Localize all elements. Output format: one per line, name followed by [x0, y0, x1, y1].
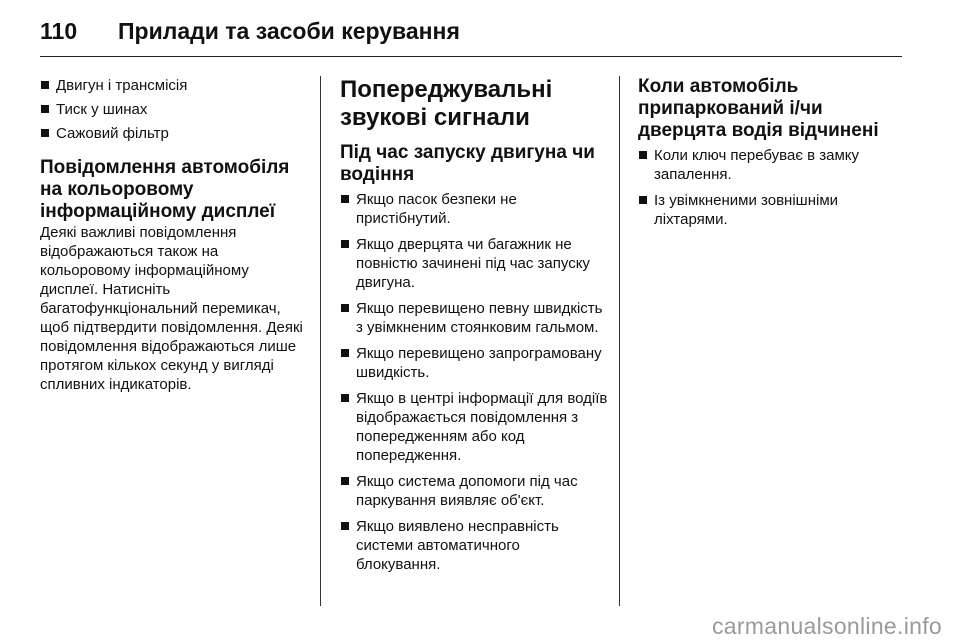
list-item — [340, 299, 608, 337]
list-item-text: Якщо перевищено певну швидкість з увімкненим стоянковим гальмом. — [356, 300, 603, 336]
list-item — [40, 124, 306, 143]
bullet-list-systems — [40, 76, 306, 143]
list-item-text: Якщо перевищено запрограмовану швидкість. — [356, 345, 602, 381]
bullet-list-parked-conditions — [638, 146, 900, 229]
list-item — [40, 76, 306, 95]
list-item-text: Якщо в центрі інформації для водіїв відображається повідомлення з попередженням або код попередження. — [356, 390, 608, 464]
list-item — [340, 389, 608, 465]
section-heading-color-display: Повідомлення автомобіля на кольоровому інформаційному дисплеї — [40, 157, 290, 222]
list-item — [340, 235, 608, 292]
bullet-square-icon — [41, 129, 49, 137]
bullet-square-icon — [341, 394, 349, 402]
list-item — [340, 344, 608, 382]
list-item — [638, 191, 900, 229]
list-item-text: Якщо виявлено несправність системи автоматичного блокування. — [356, 518, 559, 573]
bullet-square-icon — [41, 105, 49, 113]
bullet-list-chime-conditions — [340, 190, 608, 574]
bullet-square-icon — [639, 196, 647, 204]
column-middle — [340, 76, 608, 581]
list-item-text: Якщо дверцята чи багажник не повністю зачинені під час запуску двигуна. — [356, 236, 590, 291]
list-item-text: Двигун і трансмісія — [56, 77, 188, 94]
subsection-heading-engine-start: Під час запуску двигуна чи водіння — [340, 142, 595, 185]
list-item-text: Із увімкненими зовнішніми ліхтарями. — [654, 192, 839, 228]
list-item — [340, 517, 608, 574]
bullet-square-icon — [341, 195, 349, 203]
list-item — [340, 190, 608, 228]
bullet-square-icon — [341, 304, 349, 312]
list-item — [40, 100, 306, 119]
page-number: 110 — [40, 18, 78, 44]
list-item — [340, 472, 608, 510]
bullet-square-icon — [341, 349, 349, 357]
list-item-text: Коли ключ перебуває в замку запалення. — [654, 147, 860, 183]
watermark-text: carmanualsonline.info — [711, 613, 942, 639]
section-heading-parked: Коли автомобіль припаркований і/чи дверцята водія відчинені — [638, 76, 879, 141]
bullet-square-icon — [639, 151, 647, 159]
section-heading-warning-chimes: Попереджувальні звукові сигнали — [340, 76, 553, 131]
list-item-text: Якщо пасок безпеки не пристібнутий. — [356, 191, 517, 227]
column-left — [40, 76, 306, 394]
list-item-text: Якщо система допомоги під час паркування виявляє об'єкт. — [356, 473, 578, 509]
column-divider-left — [320, 76, 321, 606]
bullet-square-icon — [341, 240, 349, 248]
bullet-square-icon — [41, 81, 49, 89]
column-right — [638, 76, 900, 236]
bullet-square-icon — [341, 522, 349, 530]
page-header — [40, 14, 902, 57]
bullet-square-icon — [341, 477, 349, 485]
list-item-text: Тиск у шинах — [56, 101, 148, 118]
chapter-title: Прилади та засоби керування — [118, 18, 460, 44]
list-item-text: Сажовий фільтр — [56, 125, 169, 142]
column-divider-right — [619, 76, 620, 606]
list-item — [638, 146, 900, 184]
section-paragraph: Деякі важливі повідомлення відображаються також на кольоровому інформаційному дисплеї. Натисніть багатофункціональний перемикач, щоб підтвердити повідомлення. Деякі повідомлення відображаються лише протягом кількох секунд у вигляді спливних індикаторів. — [40, 224, 303, 393]
